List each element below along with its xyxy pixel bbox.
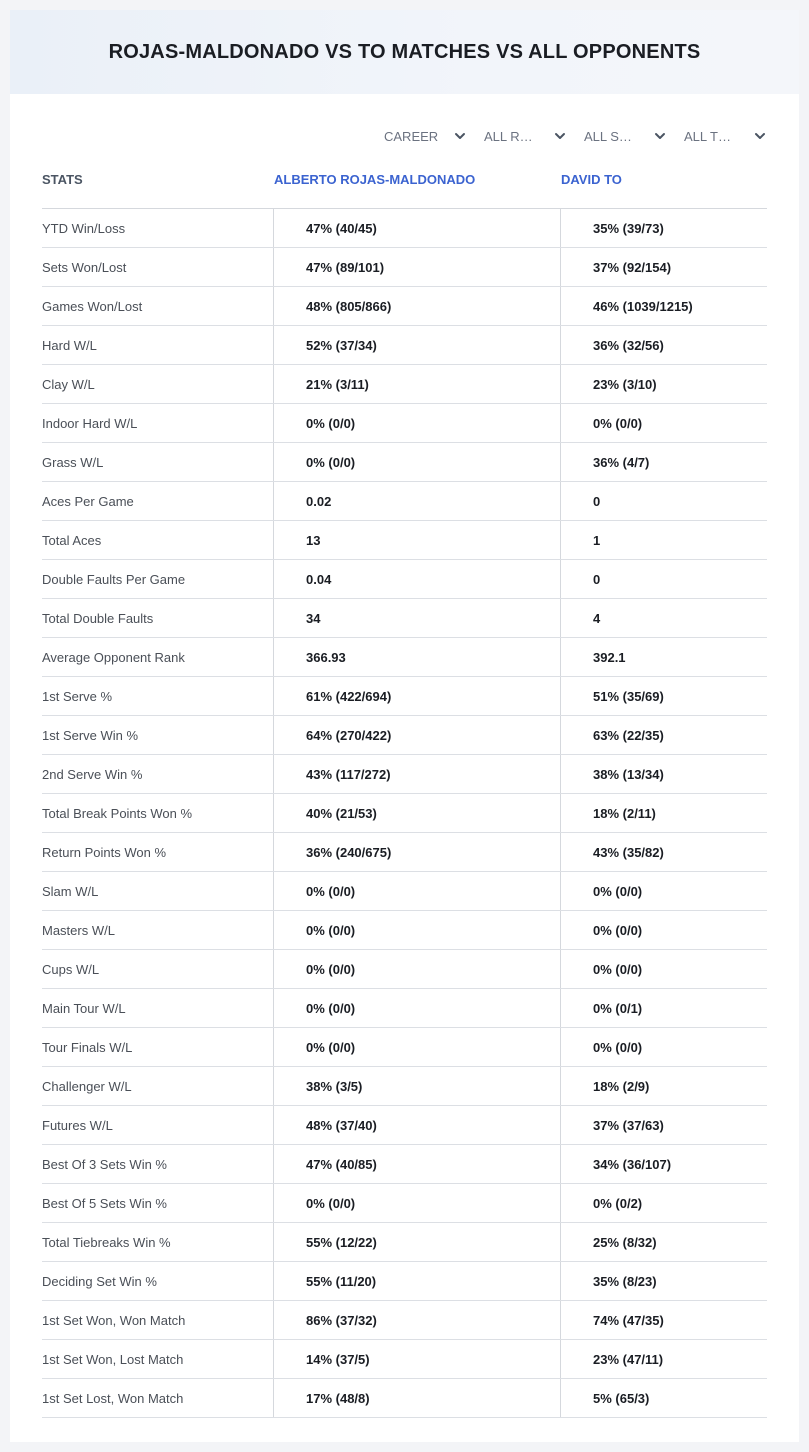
stat-label: Slam W/L xyxy=(42,884,99,899)
player2-value: 392.1 xyxy=(560,638,767,676)
player2-value: 18% (2/11) xyxy=(560,794,767,832)
table-row xyxy=(42,599,767,638)
player1-value: 48% (37/40) xyxy=(273,1106,560,1144)
filter-label: ALL S… xyxy=(584,129,632,144)
player1-value: 0% (0/0) xyxy=(273,1184,560,1222)
stat-label: Hard W/L xyxy=(42,338,97,353)
stat-label: 1st Serve Win % xyxy=(42,728,139,743)
player1-value: 52% (37/34) xyxy=(273,326,560,364)
stat-label: Main Tour W/L xyxy=(42,1001,126,1016)
player1-value: 38% (3/5) xyxy=(273,1067,560,1105)
stat-label: 2nd Serve Win % xyxy=(42,767,143,782)
stats-table xyxy=(42,208,767,1418)
table-row xyxy=(42,1301,767,1340)
player1-value: 0% (0/0) xyxy=(273,950,560,988)
player2-value: 0 xyxy=(560,482,767,520)
player2-value: 46% (1039/1215) xyxy=(560,287,767,325)
table-row xyxy=(42,1106,767,1145)
stat-label: Futures W/L xyxy=(42,1118,113,1133)
stat-label: Average Opponent Rank xyxy=(42,650,185,665)
table-row xyxy=(42,1379,767,1418)
player2-value: 0% (0/0) xyxy=(560,950,767,988)
table-row xyxy=(42,1067,767,1106)
chevron-down-icon xyxy=(454,130,466,142)
stat-label: Masters W/L xyxy=(42,923,115,938)
stat-label: Double Faults Per Game xyxy=(42,572,186,587)
stat-label: Deciding Set Win % xyxy=(42,1274,157,1289)
player2-value: 25% (8/32) xyxy=(560,1223,767,1261)
player2-value: 0% (0/2) xyxy=(560,1184,767,1222)
player1-value: 55% (11/20) xyxy=(273,1262,560,1300)
player2-value: 37% (92/154) xyxy=(560,248,767,286)
table-row xyxy=(42,287,767,326)
player1-value: 0.04 xyxy=(273,560,560,598)
filter-period-select[interactable] xyxy=(374,126,474,148)
player2-value: 0% (0/0) xyxy=(560,404,767,442)
player1-value: 13 xyxy=(273,521,560,559)
player2-value: 0% (0/1) xyxy=(560,989,767,1027)
table-row xyxy=(42,677,767,716)
chevron-down-icon xyxy=(554,130,566,142)
table-row xyxy=(42,1340,767,1379)
player1-value: 17% (48/8) xyxy=(273,1379,560,1417)
player2-value: 23% (47/11) xyxy=(560,1340,767,1378)
player1-value: 61% (422/694) xyxy=(273,677,560,715)
player1-value: 55% (12/22) xyxy=(273,1223,560,1261)
player1-value: 0% (0/0) xyxy=(273,1028,560,1066)
player2-value: 0% (0/0) xyxy=(560,911,767,949)
stat-label: Grass W/L xyxy=(42,455,104,470)
player2-value: 51% (35/69) xyxy=(560,677,767,715)
filter-surface-select[interactable] xyxy=(574,126,674,148)
stat-label: Return Points Won % xyxy=(42,845,167,860)
stat-label: Games Won/Lost xyxy=(42,299,143,314)
column-header-player1[interactable]: ALBERTO ROJAS-MALDONADO xyxy=(274,172,476,187)
player1-value: 48% (805/866) xyxy=(273,287,560,325)
player1-value: 36% (240/675) xyxy=(273,833,560,871)
column-header-player2[interactable]: DAVID TO xyxy=(561,172,622,187)
table-row xyxy=(42,716,767,755)
table-row xyxy=(42,326,767,365)
player2-value: 1 xyxy=(560,521,767,559)
filter-label: CAREER xyxy=(384,129,439,144)
player1-value: 47% (89/101) xyxy=(273,248,560,286)
player1-value: 21% (3/11) xyxy=(273,365,560,403)
player1-value: 64% (270/422) xyxy=(273,716,560,754)
stat-label: 1st Set Won, Lost Match xyxy=(42,1352,184,1367)
table-row xyxy=(42,521,767,560)
filter-tournament-select[interactable] xyxy=(674,126,774,148)
table-row xyxy=(42,1262,767,1301)
table-row xyxy=(42,365,767,404)
player2-value: 36% (4/7) xyxy=(560,443,767,481)
table-row xyxy=(42,560,767,599)
stat-label: Total Break Points Won % xyxy=(42,806,193,821)
table-row xyxy=(42,638,767,677)
table-row xyxy=(42,794,767,833)
stat-label: Challenger W/L xyxy=(42,1079,132,1094)
chevron-down-icon xyxy=(754,130,766,142)
table-row xyxy=(42,1223,767,1262)
table-row xyxy=(42,872,767,911)
player2-value: 35% (8/23) xyxy=(560,1262,767,1300)
player1-value: 0% (0/0) xyxy=(273,872,560,910)
table-row xyxy=(42,482,767,521)
stat-label: 1st Set Lost, Won Match xyxy=(42,1391,184,1406)
player1-value: 86% (37/32) xyxy=(273,1301,560,1339)
stat-label: Best Of 3 Sets Win % xyxy=(42,1157,167,1172)
player2-value: 63% (22/35) xyxy=(560,716,767,754)
table-row xyxy=(42,1145,767,1184)
player2-value: 37% (37/63) xyxy=(560,1106,767,1144)
stat-label: Total Aces xyxy=(42,533,102,548)
stat-label: Aces Per Game xyxy=(42,494,134,509)
player2-value: 0% (0/0) xyxy=(560,872,767,910)
player2-value: 4 xyxy=(560,599,767,637)
player2-value: 43% (35/82) xyxy=(560,833,767,871)
table-row xyxy=(42,248,767,287)
player2-value: 35% (39/73) xyxy=(560,209,767,247)
player2-value: 34% (36/107) xyxy=(560,1145,767,1183)
player2-value: 0 xyxy=(560,560,767,598)
table-row xyxy=(42,443,767,482)
column-header-stats: STATS xyxy=(42,172,83,187)
player2-value: 36% (32/56) xyxy=(560,326,767,364)
player2-value: 18% (2/9) xyxy=(560,1067,767,1105)
stat-label: Tour Finals W/L xyxy=(42,1040,133,1055)
table-row xyxy=(42,1184,767,1223)
table-row xyxy=(42,209,767,248)
player2-value: 74% (47/35) xyxy=(560,1301,767,1339)
player1-value: 0.02 xyxy=(273,482,560,520)
player2-value: 38% (13/34) xyxy=(560,755,767,793)
stat-label: Sets Won/Lost xyxy=(42,260,127,275)
player1-value: 0% (0/0) xyxy=(273,443,560,481)
stat-label: YTD Win/Loss xyxy=(42,221,126,236)
player1-value: 47% (40/85) xyxy=(273,1145,560,1183)
chevron-down-icon xyxy=(654,130,666,142)
stat-label: Total Double Faults xyxy=(42,611,154,626)
page-header xyxy=(10,10,799,94)
table-row xyxy=(42,833,767,872)
filter-round-select[interactable] xyxy=(474,126,574,148)
player1-value: 0% (0/0) xyxy=(273,911,560,949)
table-row xyxy=(42,911,767,950)
stat-label: 1st Set Won, Won Match xyxy=(42,1313,186,1328)
table-row xyxy=(42,950,767,989)
player2-value: 5% (65/3) xyxy=(560,1379,767,1417)
stat-label: Indoor Hard W/L xyxy=(42,416,138,431)
table-row xyxy=(42,1028,767,1067)
stat-label: Total Tiebreaks Win % xyxy=(42,1235,171,1250)
player2-value: 0% (0/0) xyxy=(560,1028,767,1066)
player2-value: 23% (3/10) xyxy=(560,365,767,403)
stats-card xyxy=(10,10,799,1442)
player1-value: 40% (21/53) xyxy=(273,794,560,832)
table-row xyxy=(42,404,767,443)
filter-label: ALL T… xyxy=(684,129,731,144)
filter-label: ALL R… xyxy=(484,129,533,144)
player1-value: 47% (40/45) xyxy=(273,209,560,247)
player1-value: 366.93 xyxy=(273,638,560,676)
player1-value: 43% (117/272) xyxy=(273,755,560,793)
stat-label: Best Of 5 Sets Win % xyxy=(42,1196,167,1211)
stat-label: Cups W/L xyxy=(42,962,100,977)
stat-label: 1st Serve % xyxy=(42,689,113,704)
page-title: ROJAS-MALDONADO VS TO MATCHES VS ALL OPPONENTS xyxy=(108,40,701,63)
stat-label: Clay W/L xyxy=(42,377,95,392)
player1-value: 0% (0/0) xyxy=(273,989,560,1027)
table-row xyxy=(42,989,767,1028)
player1-value: 34 xyxy=(273,599,560,637)
player1-value: 0% (0/0) xyxy=(273,404,560,442)
player1-value: 14% (37/5) xyxy=(273,1340,560,1378)
filter-bar xyxy=(374,126,774,148)
table-row xyxy=(42,755,767,794)
